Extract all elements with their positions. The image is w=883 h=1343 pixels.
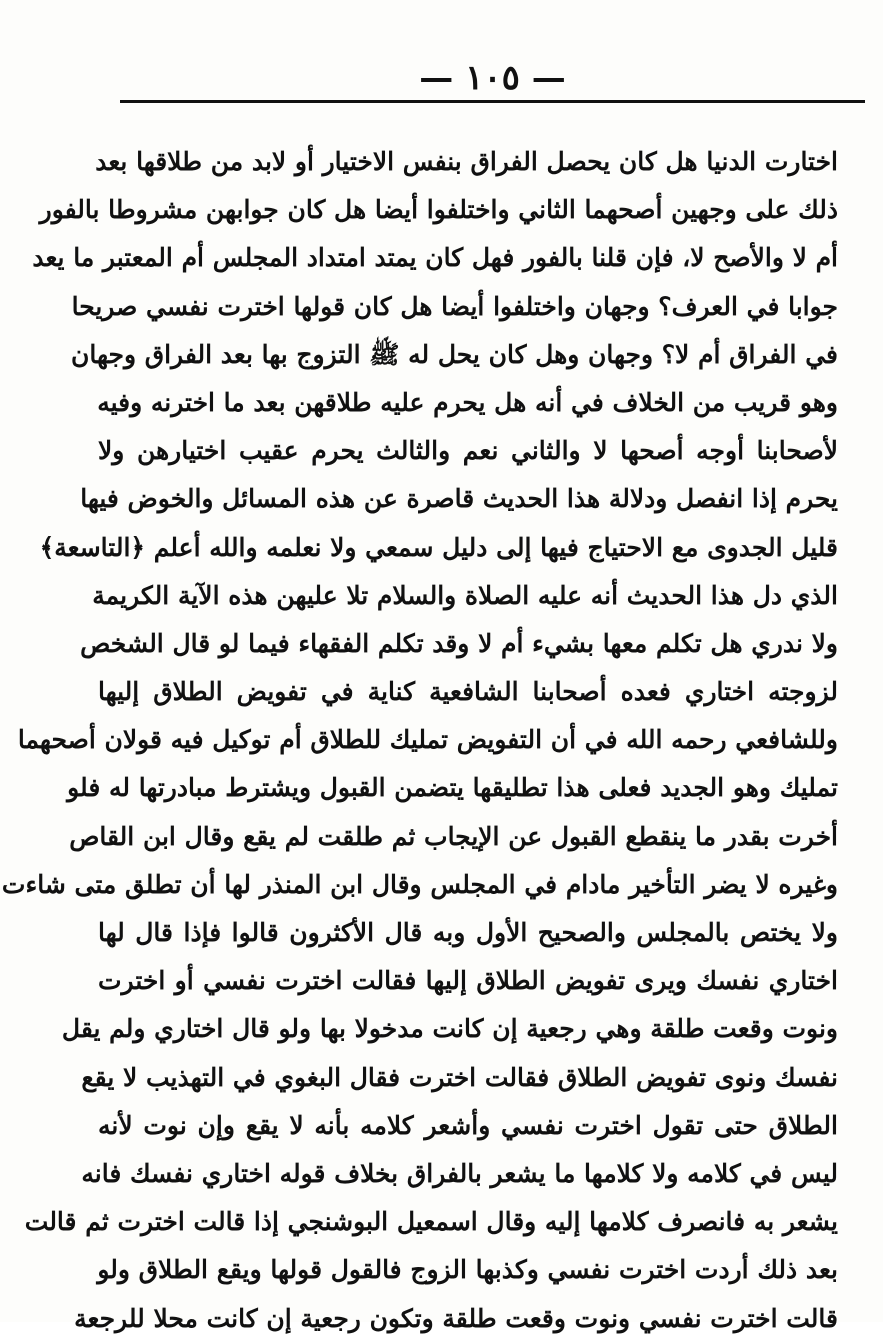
text-line: الطلاق حتى تقول اخترت نفسي وأشعر كلامه بأنه لا يقع وإن نوت لأنه [98,1110,838,1140]
text-line: قالت اخترت نفسي ونوت وقعت طلقة وتكون رجعية إن كانت محلا للرجعة [74,1303,838,1333]
text-line: اختاري نفسك ويرى تفويض الطلاق إليها فقالت اخترت نفسي أو اخترت [98,966,838,996]
page-number: — ١٠٥ — [419,58,566,98]
text-line: في الفراق أم لا؟ وجهان وهل كان يحل له ﷺ التزوج بها بعد الفراق وجهان [70,339,838,369]
text-line: ليس في كلامه ولا كلامها ما يشعر بالفراق بخلاف قوله اختاري نفسك فانه [81,1158,838,1188]
text-line: لأصحابنا أوجه أصحها لا والثاني نعم والثالث يحرم عقيب اختيارهن ولا [98,436,838,466]
text-line: أم لا والأصح لا، فإن قلنا بالفور فهل كان يمتد امتداد المجلس أم المعتبر ما يعد [32,243,838,273]
text-line: يشعر به فانصرف كلامها إليه وقال اسمعيل البوشنجي إذا قالت اخترت ثم قالت [24,1207,838,1237]
text-line: أخرت بقدر ما ينقطع القبول عن الإيجاب ثم طلقت لم يقع وقال ابن القاص [69,821,838,851]
text-line: الذي دل هذا الحديث أنه عليه الصلاة والسلام تلا عليهن هذه الآية الكريمة [92,580,838,610]
text-line: لزوجته اختاري فعده أصحابنا الشافعية كناية في تفويض الطلاق إليها [98,677,838,707]
text-line: ولا ندري هل تكلم معها بشيء أم لا وقد تكلم الفقهاء فيما لو قال الشخص [80,628,838,658]
body-text [1,138,838,1343]
text-line: يحرم إذا انفصل ودلالة هذا الحديث قاصرة عن هذه المسائل والخوض فيها [80,484,838,514]
text-line: وهو قريب من الخلاف في أنه هل يحرم عليه طلاقهن بعد ما اخترنه وفيه [97,387,838,417]
text-line: اختارت الدنيا هل كان يحصل الفراق بنفس الاختيار أو لابد من طلاقها بعد [95,147,838,176]
text-line: وللشافعي رحمه الله في أن التفويض تمليك للطلاق أم توكيل فيه قولان أصحهما [17,725,838,755]
text-line: بعد ذلك أردت اخترت نفسي وكذبها الزوج فالقول قولها ويقع الطلاق ولو [97,1255,838,1285]
text-line: تمليك وهو الجديد فعلى هذا تطليقها يتضمن القبول ويشترط مبادرتها له فلو [67,773,838,803]
text-line: قليل الجدوى مع الاحتياج فيها إلى دليل سمعي ولا نعلمه والله أعلم ﴿التاسعة﴾ [39,532,838,562]
text-line: ولا يختص بالمجلس والصحيح الأول وبه قال الأكثرون قالوا فإذا قال لها [98,918,838,947]
text-line: نفسك ونوى تفويض الطلاق فقالت اخترت فقال البغوي في التهذيب لا يقع [81,1062,838,1092]
header-rule [120,100,865,103]
text-line: ذلك على وجهين أصحهما الثاني واختلفوا أيضا هل كان جوابهن مشروطا بالفور [39,195,838,225]
text-line: وغيره لا يضر التأخير مادام في المجلس وقال ابن المنذر لها أن تطلق متى شاءت [1,869,838,899]
text-line: جوابا في العرف؟ وجهان واختلفوا أيضا هل كان قولها اخترت نفسي صريحا [71,291,838,321]
text-line: ونوت وقعت طلقة وهي رجعية إن كانت مدخولا بها ولو قال اختاري ولم يقل [61,1014,838,1044]
page-header [120,58,865,106]
